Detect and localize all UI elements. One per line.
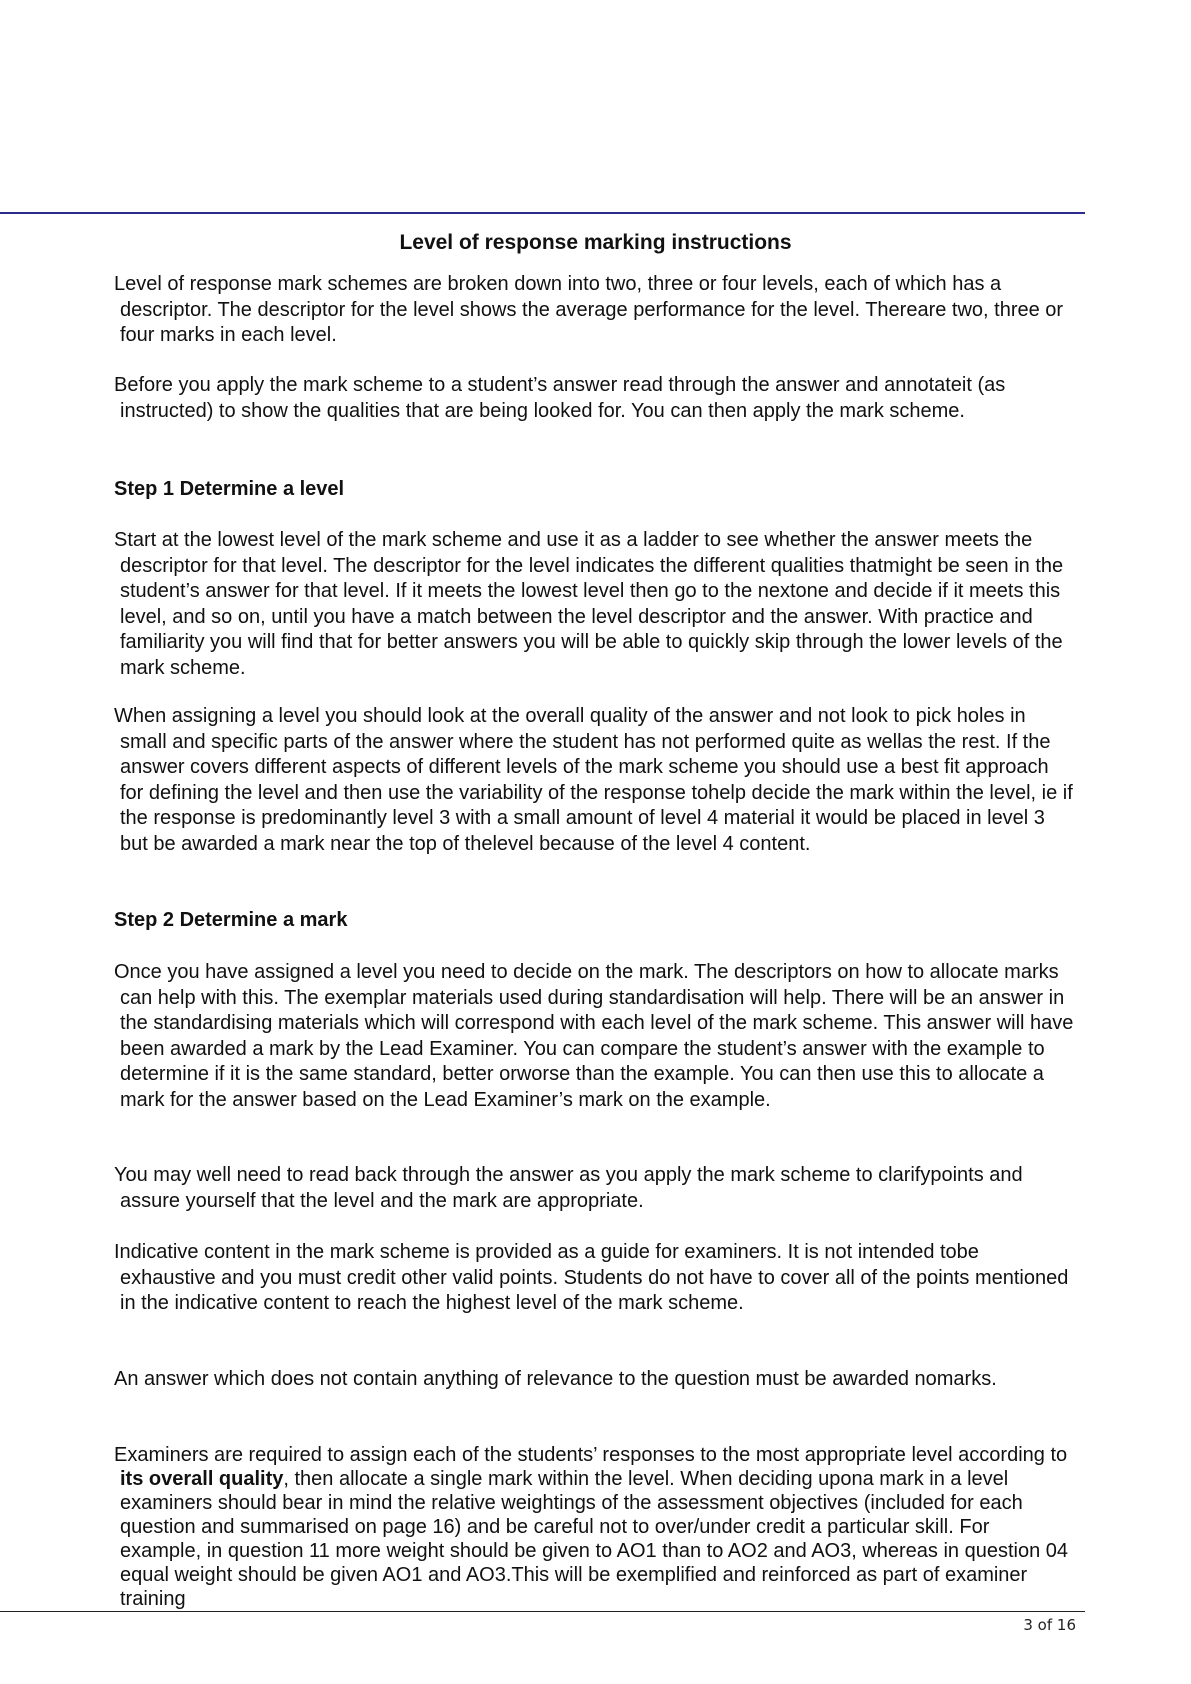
step1-paragraph-1: Start at the lowest level of the mark scheme and use it as a ladder to see whether the answer meets the descriptor for that level. The descriptor for the level indicates the different qualities thatmight be seen in the student’s answer for that level. If it meets the lowest level then go to the nextone and decide if it meets this level, and so on, until you have a match between the level descriptor and the answer. With practice and familiarity you will find that for better answers you will be able to quickly skip through the lower levels of the mark scheme. <box>114 529 1064 679</box>
step2-paragraph-3: Indicative content in the mark scheme is provided as a guide for examiners. It is not intended tobe exhaustive and you must credit other valid points. Students do not have to cover all of the points mentioned in the indicative content to reach the highest level of the mark scheme. <box>114 1241 1069 1314</box>
page-title: Level of response marking instructions <box>399 231 792 254</box>
page-number: 3 of 16 <box>1023 1616 1076 1634</box>
intro-paragraph-2: Before you apply the mark scheme to a student’s answer read through the answer and annotateit (as instructed) to show the qualities that are being looked for. You can then apply the mark scheme. <box>114 374 1006 422</box>
step2-paragraph-4: An answer which does not contain anything of relevance to the question must be awarded nomarks. <box>114 1368 997 1390</box>
header-rule <box>0 212 1085 214</box>
step2-paragraph-1: Once you have assigned a level you need to decide on the mark. The descriptors on how to allocate marks can help with this. The exemplar materials used during standardisation will help. There will be an answer in the standardising materials which will correspond with each level of the mark scheme. This answer will have been awarded a mark by the Lead Examiner. You can compare the student’s answer with the example to determine if it is the same standard, better orworse than the example. You can then use this to allocate a mark for the answer based on the Lead Examiner’s mark on the example. <box>114 961 1074 1111</box>
step2-paragraph-2: You may well need to read back through the answer as you apply the mark scheme to clarifypoints and assure yourself that the level and the mark are appropriate. <box>114 1164 1023 1212</box>
step2-heading: Step 2 Determine a mark <box>114 909 348 931</box>
overall-quality-emphasis: its overall quality <box>120 1468 284 1490</box>
final-paragraph-text-end: , then allocate a single mark within the level. When deciding upona mark in a level examiners should bear in mind the relative weightings of the assessment objectives (included for each question and summarised on page 16) and be careful not to over/under credit a particular skill. For example, in question 11 more weight should be given to AO1 than to AO2 and AO3, whereas in question 04 equal weight should be given AO1 and AO3.This will be exemplified and reinforced as part of examiner training <box>120 1468 1069 1610</box>
step1-heading: Step 1 Determine a level <box>114 478 345 500</box>
step2-final-paragraph <box>114 1443 1074 1611</box>
step1-paragraph-2: When assigning a level you should look at the overall quality of the answer and not look to pick holes in small and specific parts of the answer where the student has not performed quite as wellas the rest. If the answer covers different aspects of different levels of the mark scheme you should use a best fit approach for defining the level and then use the variability of the response tohelp decide the mark within the level, ie if the response is predominantly level 3 with a small amount of level 4 material it would be placed in level 3 but be awarded a mark near the top of thelevel because of the level 4 content. <box>114 705 1073 855</box>
footer-rule <box>0 1611 1085 1612</box>
intro-paragraph-1: Level of response mark schemes are broken down into two, three or four levels, each of which has a descriptor. The descriptor for the level shows the average performance for the level. Thereare two, three or four marks in each level. <box>114 273 1064 346</box>
final-paragraph-text-start: Examiners are required to assign each of the students’ responses to the most appropriate level according to <box>114 1444 1068 1466</box>
